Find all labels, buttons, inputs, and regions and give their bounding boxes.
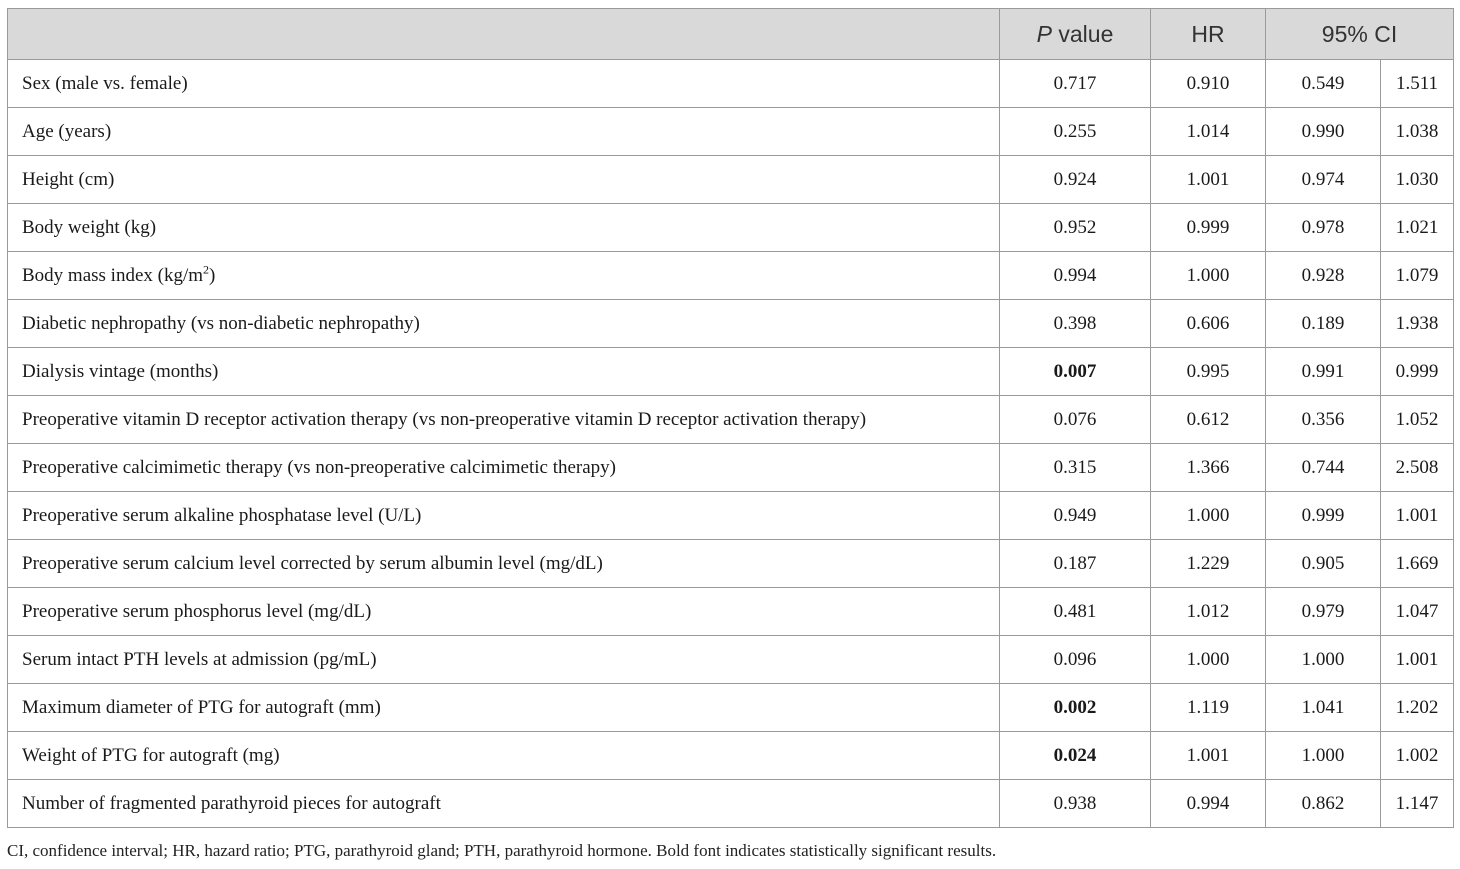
ci-lower-cell: 0.978 <box>1266 204 1381 252</box>
p-value-cell: 0.002 <box>1000 684 1151 732</box>
table-row <box>8 252 1454 300</box>
row-label-text: Preoperative vitamin D receptor activation therapy (vs non-preoperative vitamin D receptor activation therapy) <box>22 408 867 430</box>
hr-cell: 1.366 <box>1151 444 1266 492</box>
ci-lower-cell: 0.999 <box>1266 492 1381 540</box>
ci-lower-cell: 0.979 <box>1266 588 1381 636</box>
hr-cell: 1.001 <box>1151 156 1266 204</box>
ci-lower-cell: 0.549 <box>1266 60 1381 108</box>
p-value-cell: 0.924 <box>1000 156 1151 204</box>
hr-cell: 1.012 <box>1151 588 1266 636</box>
header-p-value <box>1000 9 1151 60</box>
hr-cell: 0.999 <box>1151 204 1266 252</box>
table-row <box>8 156 1454 204</box>
row-label-superscript: 2 <box>203 262 210 277</box>
ci-upper-cell: 1.938 <box>1381 300 1454 348</box>
table-row <box>8 60 1454 108</box>
ci-lower-cell: 0.905 <box>1266 540 1381 588</box>
table-header-row <box>8 9 1454 60</box>
row-label <box>8 348 1000 396</box>
results-table <box>7 8 1454 828</box>
table-row <box>8 204 1454 252</box>
p-value-cell: 0.096 <box>1000 636 1151 684</box>
row-label-text: Age (years) <box>22 120 112 142</box>
row-label-text: Preoperative calcimimetic therapy (vs non-preoperative calcimimetic therapy) <box>22 456 617 478</box>
p-value-cell: 0.717 <box>1000 60 1151 108</box>
p-value-cell: 0.994 <box>1000 252 1151 300</box>
table-row <box>8 108 1454 156</box>
ci-lower-cell: 0.928 <box>1266 252 1381 300</box>
header-hr: HR <box>1151 9 1266 60</box>
table-row <box>8 444 1454 492</box>
ci-upper-cell: 1.047 <box>1381 588 1454 636</box>
hr-cell: 0.606 <box>1151 300 1266 348</box>
row-label-text: Preoperative serum alkaline phosphatase level (U/L) <box>22 504 422 526</box>
header-95-ci: 95% CI <box>1266 9 1454 60</box>
row-label <box>8 732 1000 780</box>
row-label-suffix: ) <box>209 264 216 286</box>
header-p-rest: value <box>1051 20 1114 47</box>
table-row <box>8 780 1454 828</box>
hr-cell: 1.000 <box>1151 636 1266 684</box>
p-value-cell: 0.315 <box>1000 444 1151 492</box>
p-value-cell: 0.398 <box>1000 300 1151 348</box>
header-variable <box>8 9 1000 60</box>
row-label <box>8 588 1000 636</box>
hr-cell: 1.229 <box>1151 540 1266 588</box>
row-label-text: Maximum diameter of PTG for autograft (mm) <box>22 696 381 718</box>
ci-lower-cell: 1.041 <box>1266 684 1381 732</box>
table-row <box>8 588 1454 636</box>
row-label-text: Dialysis vintage (months) <box>22 360 219 382</box>
header-p-italic: P <box>1036 20 1052 47</box>
table-footnote: CI, confidence interval; HR, hazard ratio; PTG, parathyroid gland; PTH, parathyroid hormone. Bold font indicates statistically significant results. <box>7 841 997 860</box>
hr-cell: 1.000 <box>1151 252 1266 300</box>
row-label <box>8 540 1000 588</box>
ci-upper-cell: 1.052 <box>1381 396 1454 444</box>
ci-upper-cell: 1.147 <box>1381 780 1454 828</box>
p-value-cell: 0.024 <box>1000 732 1151 780</box>
row-label <box>8 156 1000 204</box>
ci-lower-cell: 0.356 <box>1266 396 1381 444</box>
row-label <box>8 492 1000 540</box>
hr-cell: 0.995 <box>1151 348 1266 396</box>
hr-cell: 1.000 <box>1151 492 1266 540</box>
table-row <box>8 300 1454 348</box>
p-value-cell: 0.007 <box>1000 348 1151 396</box>
ci-lower-cell: 0.991 <box>1266 348 1381 396</box>
ci-lower-cell: 1.000 <box>1266 636 1381 684</box>
row-label-text: Serum intact PTH levels at admission (pg/mL) <box>22 648 377 670</box>
ci-upper-cell: 1.202 <box>1381 684 1454 732</box>
row-label-text: Diabetic nephropathy (vs non-diabetic nephropathy) <box>22 312 420 334</box>
row-label <box>8 60 1000 108</box>
hr-cell: 1.119 <box>1151 684 1266 732</box>
ci-upper-cell: 2.508 <box>1381 444 1454 492</box>
ci-upper-cell: 1.001 <box>1381 636 1454 684</box>
ci-upper-cell: 1.038 <box>1381 108 1454 156</box>
ci-lower-cell: 0.862 <box>1266 780 1381 828</box>
ci-upper-cell: 0.999 <box>1381 348 1454 396</box>
table-row <box>8 348 1454 396</box>
row-label <box>8 444 1000 492</box>
table-row <box>8 684 1454 732</box>
row-label <box>8 300 1000 348</box>
row-label <box>8 204 1000 252</box>
ci-upper-cell: 1.001 <box>1381 492 1454 540</box>
hr-cell: 1.001 <box>1151 732 1266 780</box>
p-value-cell: 0.076 <box>1000 396 1151 444</box>
ci-upper-cell: 1.002 <box>1381 732 1454 780</box>
row-label <box>8 636 1000 684</box>
row-label-text: Sex (male vs. female) <box>22 72 188 94</box>
ci-lower-cell: 0.189 <box>1266 300 1381 348</box>
row-label <box>8 780 1000 828</box>
row-label-text: Body mass index (kg/m <box>22 264 204 286</box>
ci-upper-cell: 1.030 <box>1381 156 1454 204</box>
p-value-cell: 0.255 <box>1000 108 1151 156</box>
table-row <box>8 540 1454 588</box>
ci-upper-cell: 1.511 <box>1381 60 1454 108</box>
table-row <box>8 396 1454 444</box>
ci-upper-cell: 1.021 <box>1381 204 1454 252</box>
table-row <box>8 492 1454 540</box>
table-body <box>8 60 1454 828</box>
row-label <box>8 108 1000 156</box>
hr-cell: 0.612 <box>1151 396 1266 444</box>
hr-cell: 0.994 <box>1151 780 1266 828</box>
row-label-text: Height (cm) <box>22 168 115 190</box>
hr-cell: 0.910 <box>1151 60 1266 108</box>
row-label-text: Number of fragmented parathyroid pieces for autograft <box>22 792 441 814</box>
row-label-text: Preoperative serum phosphorus level (mg/dL) <box>22 600 372 622</box>
row-label-text: Body weight (kg) <box>22 216 157 238</box>
table-row <box>8 636 1454 684</box>
p-value-cell: 0.938 <box>1000 780 1151 828</box>
ci-lower-cell: 0.974 <box>1266 156 1381 204</box>
hr-cell: 1.014 <box>1151 108 1266 156</box>
ci-lower-cell: 0.744 <box>1266 444 1381 492</box>
p-value-cell: 0.949 <box>1000 492 1151 540</box>
p-value-cell: 0.952 <box>1000 204 1151 252</box>
p-value-cell: 0.481 <box>1000 588 1151 636</box>
ci-lower-cell: 1.000 <box>1266 732 1381 780</box>
row-label-text: Weight of PTG for autograft (mg) <box>22 744 280 766</box>
row-label-text: Preoperative serum calcium level corrected by serum albumin level (mg/dL) <box>22 552 603 574</box>
row-label <box>8 252 1000 300</box>
table-row <box>8 732 1454 780</box>
row-label <box>8 396 1000 444</box>
ci-upper-cell: 1.079 <box>1381 252 1454 300</box>
ci-lower-cell: 0.990 <box>1266 108 1381 156</box>
row-label <box>8 684 1000 732</box>
ci-upper-cell: 1.669 <box>1381 540 1454 588</box>
p-value-cell: 0.187 <box>1000 540 1151 588</box>
